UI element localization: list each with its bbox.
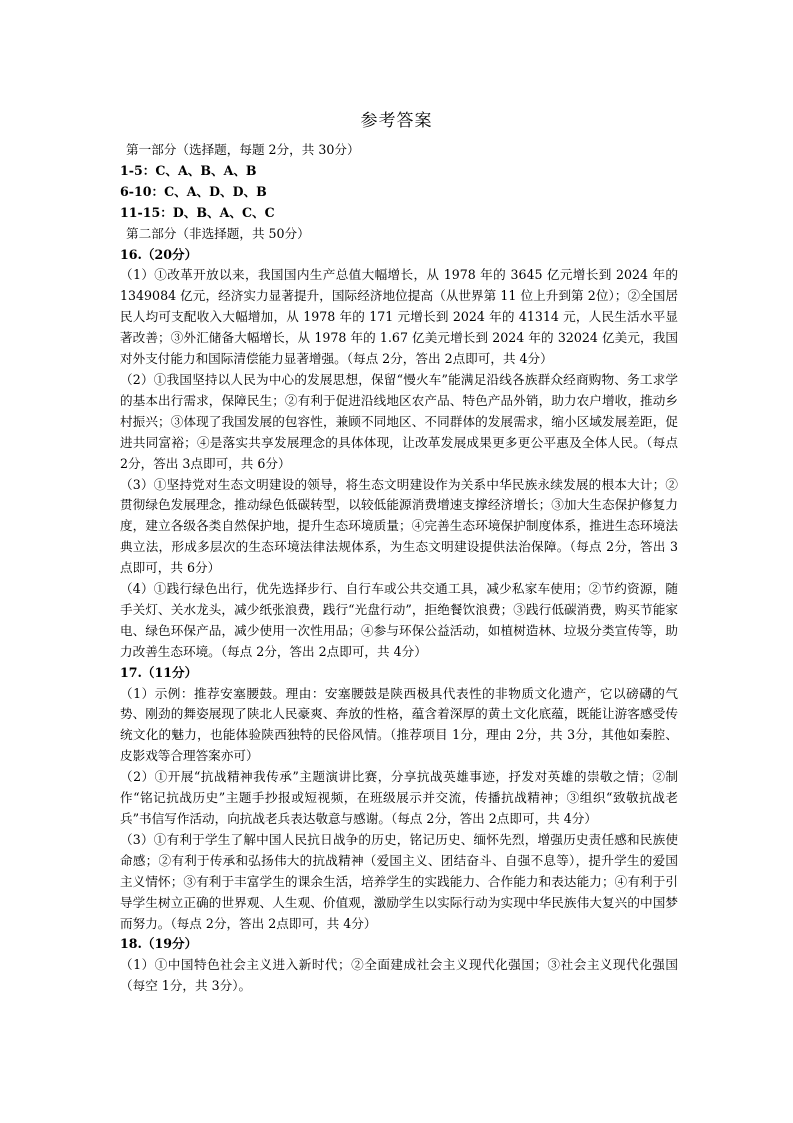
page-title: 参考答案 [360, 111, 433, 131]
q17-heading: 17.（11分） [120, 664, 198, 680]
answer-content [120, 140, 678, 997]
section1-heading: 第一部分（选择题，每题 2分，共 30分） [126, 142, 360, 157]
q17-part2-answer: （2）①开展“抗战精神我传承”主题演讲比赛，分享抗战英雄事迹，抒发对英雄的崇敬之情；②制作“铭记抗战历史”主题手抄报或短视频，在班级展示并交流，传播抗战精神；③组织“致敬抗战老兵”书信写作活动，向抗战老兵表达敬意与感谢。（每点 2分，答出 2点即可，共 4分） [120, 769, 678, 826]
q16-part2-answer: （2）①我国坚持以人民为中心的发展思想，保留“慢火车”能满足沿线各族群众经商购物、务工求学的基本出行需求，保障民生；②有利于促进沿线地区农产品、特色产品外销，助力农户增收，推动乡村振兴；③体现了我国发展的包容性，兼顾不同地区、不同群体的发展需求，缩小区域发展差距，促进共同富裕；④是落实共享发展理念的具体体现，让改革发展成果更多更公平惠及全体人民。（每点 2分，答出 3点即可，共 6分） [120, 371, 678, 471]
mc-answers-11-15: 11-15：D、B、A、C、C [120, 204, 275, 220]
q16-part1-answer: （1）①改革开放以来，我国国内生产总值大幅增长，从 1978 年的 3645 亿元增长到 2024 年的 1349084 亿元，经济实力显著提升，国际经济地位提高（从世界第 11 位上升到第 2位）；②全国居民人均可支配收入大幅增加，从 1978 年的 171 元增长到 2024 年的 41314 元，人民生活水平显著改善；③外汇储备大幅增长，从 1978 年的 1.67 亿美元增长到 2024 年的 32024 亿美元，我国对外支付能力和国际清偿能力显著增强。（每点 2分，答出 2点即可，共 4分） [120, 267, 678, 367]
q18-heading: 18.（19分） [120, 936, 198, 952]
mc-answers-6-10: 6-10：C、A、D、D、B [120, 183, 267, 199]
q17-part1-answer: （1）示例：推荐安塞腰鼓。理由：安塞腰鼓是陕西极具代表性的非物质文化遗产，它以磅礴的气势、刚劲的舞姿展现了陕北人民豪爽、奔放的性格，蕴含着深厚的黄土文化底蕴，既能让游客感受传统文化的魅力，也能体验陕西独特的民俗风情。（推荐项目 1分，理由 2分，共 3分，其他如秦腔、皮影戏等合理答案亦可） [120, 685, 678, 764]
section2-heading: 第二部分（非选择题，共 50分） [126, 225, 310, 241]
q18-part1-answer: （1）①中国特色社会主义进入新时代；②全面建成社会主义现代化强国；③社会主义现代化强国（每空 1分，共 3分）。 [120, 957, 678, 994]
q16-part3-answer: （3）①坚持党对生态文明建设的领导，将生态文明建设作为关系中华民族永续发展的根本大计；②贯彻绿色发展理念，推动绿色低碳转型，以较低能源消费增速支撑经济增长；③加大生态保护修复力度，建立各级各类自然保护地，提升生态环境质量；④完善生态环境保护制度体系，推进生态环境法典立法，形成多层次的生态环境法律法规体系，为生态文明建设提供法治保障。（每点 2分，答出 3点即可，共 6分） [120, 476, 678, 576]
mc-answers-1-5: 1-5：C、A、B、A、B [120, 162, 257, 178]
q17-part3-answer: （3）①有利于学生了解中国人民抗日战争的历史，铭记历史、缅怀先烈，增强历史责任感和民族使命感；②有利于传承和弘扬伟大的抗战精神（爱国主义、团结奋斗、自强不息等），提升学生的爱国主义情怀；③有利于丰富学生的课余生活，培养学生的实践能力、合作能力和表达能力；④有利于引导学生树立正确的世界观、人生观、价值观，激励学生以实际行动为实现中华民族伟大复兴的中国梦而努力。（每点 2分，答出 2点即可，共 4分） [120, 831, 678, 931]
q16-part4-answer: （4）①践行绿色出行，优先选择步行、自行车或公共交通工具，减少私家车使用；②节约资源，随手关灯、关水龙头，减少纸张浪费，践行“光盘行动”，拒绝餐饮浪费；③践行低碳消费，购买节能家电、绿色环保产品，减少使用一次性用品；④参与环保公益活动，如植树造林、垃圾分类宣传等，助力改善生态环境。（每点 2分，答出 2点即可，共 4分） [120, 581, 678, 659]
q16-heading: 16.（20分） [120, 246, 198, 262]
